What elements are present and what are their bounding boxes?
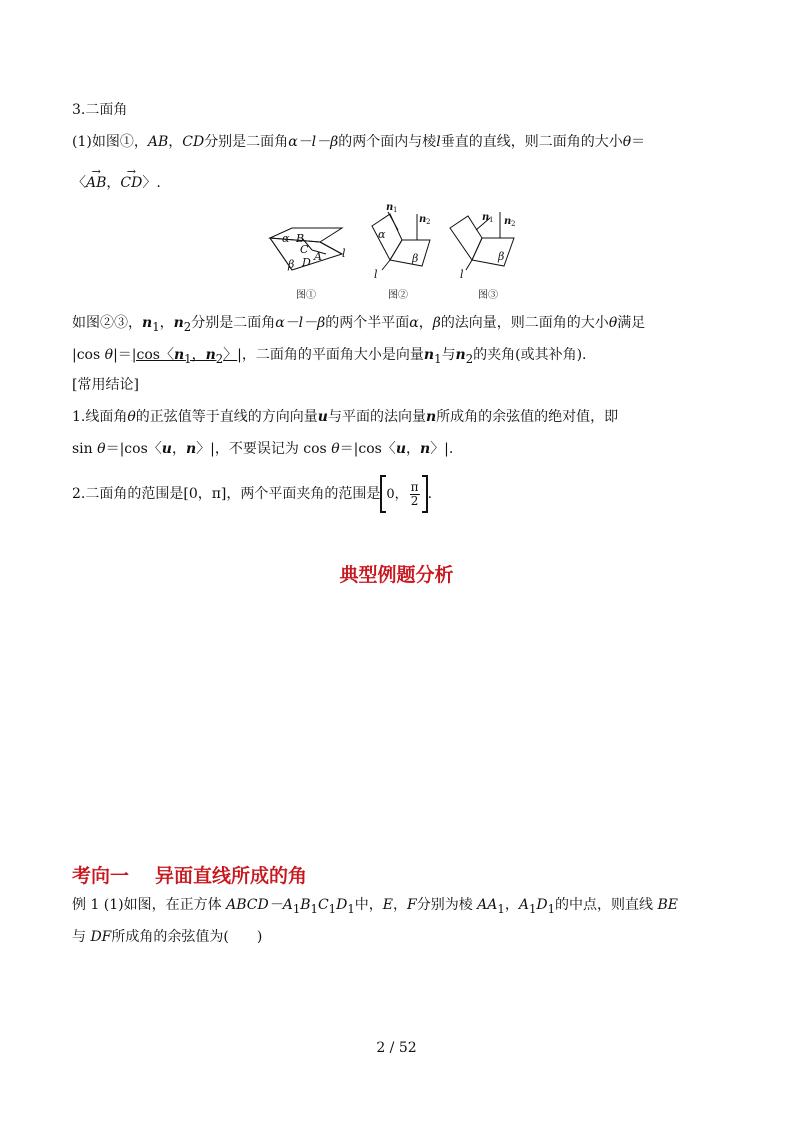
sub: 1 [497, 901, 505, 916]
text: 所成角的余弦值为( ) [111, 929, 263, 945]
sub: 1 [528, 901, 537, 916]
text: 垂直的直线，则二面角的大小 [440, 134, 623, 150]
sub: 2 [183, 319, 192, 334]
text: 〉. [142, 175, 161, 191]
text: |cos〈 [131, 347, 174, 363]
symbol-theta: θ [331, 441, 340, 457]
symbol-n2: n [455, 347, 466, 363]
symbol-theta: θ [127, 409, 136, 425]
text: 与平面的法向量 [327, 409, 426, 425]
figure-svg [262, 198, 542, 308]
text: 1.线面角 [72, 409, 128, 425]
label-n2-sub-fig2: 2 [426, 218, 431, 226]
symbol-n: n [185, 441, 197, 457]
text: ， [106, 175, 121, 191]
symbol-a1: A [518, 897, 529, 913]
symbol-aa1: AA [477, 897, 498, 913]
text: ＝|cos〈 [105, 441, 162, 457]
symbol-n: n [425, 409, 437, 425]
page-number: 2 / 52 [376, 1040, 417, 1056]
text: ， [168, 134, 183, 150]
paragraph-1-line-2 [72, 172, 161, 194]
text: 的两个半平面 [325, 315, 410, 331]
text: ， [392, 897, 407, 913]
text: (1)如图①， [72, 134, 148, 150]
label-n2-sub-fig3: 2 [511, 220, 516, 228]
label-b: B [296, 232, 305, 245]
symbol-l: l [436, 134, 441, 150]
denominator: 2 [410, 493, 419, 508]
label-alpha-2: α [378, 228, 386, 241]
label-n2-fig3: n [504, 216, 512, 227]
heading-right: 异面直线所成的角 [155, 865, 308, 887]
label-l-2: l [374, 268, 378, 281]
sub: 1 [547, 901, 556, 916]
text: |cos [72, 347, 105, 363]
symbol-be: BE [657, 897, 678, 913]
caption-fig1: 图① [296, 290, 316, 301]
label-beta-2: β [412, 252, 419, 265]
text: ， [171, 441, 186, 457]
label-beta: β [288, 258, 295, 271]
dihedral-angle-figures [262, 198, 542, 308]
conclusion-1-line-1 [72, 406, 618, 428]
text: |＝ [113, 347, 132, 363]
paragraph-2-line-1 [72, 312, 645, 338]
symbol: D [336, 897, 348, 913]
heading-left: 考向一 [72, 865, 130, 887]
symbol-n: n [420, 441, 431, 457]
fraction-pi-over-2 [410, 481, 420, 508]
text: 〉|. [430, 441, 454, 457]
symbol-dihedral: α－l－β [275, 315, 326, 331]
section-title-typical-examples: 典型例题分析 [339, 564, 454, 586]
sub: 2 [215, 351, 224, 366]
label-n1-fig2: n [386, 202, 394, 213]
text: |，二面角的平面角大小是向量 [237, 347, 424, 363]
symbol-ab: AB [147, 134, 169, 150]
symbol-n1: n [173, 347, 185, 363]
text: 〈 [72, 175, 86, 191]
text: 的正弦值等于直线的方向向量 [135, 409, 318, 425]
text: 所成角的余弦值的绝对值，即 [436, 409, 619, 425]
text: 与 [72, 929, 91, 945]
symbol-theta: θ [608, 315, 618, 331]
sub: 1 [347, 901, 355, 916]
symbol-f: F [406, 897, 417, 913]
label-n1-sub-fig2: 1 [393, 206, 398, 214]
text: 分别为棱 [416, 897, 478, 913]
symbol-d1: D [536, 897, 548, 913]
sub: 1 [434, 351, 442, 366]
symbol-theta: θ [104, 347, 114, 363]
section-heading-skew-lines [72, 861, 307, 888]
text: 2.二面角的范围是[0，π]，两个平面夹角的范围是 [72, 486, 381, 502]
symbol-df: DF [90, 929, 112, 945]
text: . [427, 486, 433, 502]
text: 的夹角(或其补角). [473, 347, 587, 363]
symbol-u: u [317, 409, 328, 425]
text: 与 [441, 347, 456, 363]
text: 分别是二面角 [204, 134, 289, 150]
label-l-1: l [342, 247, 346, 260]
symbol-theta: θ [97, 441, 106, 457]
symbol: B [300, 897, 311, 913]
label-n1-fig3: n [482, 212, 490, 223]
label-n2-fig2: n [419, 214, 427, 225]
text: 〉 [223, 347, 238, 363]
text: 的两个面内与棱 [338, 134, 437, 150]
symbol-u: u [395, 441, 406, 457]
text: ， [504, 897, 519, 913]
text: 例 1 (1)如图，在正方体 [72, 897, 227, 913]
text: ， [159, 315, 174, 331]
text: ＝|cos〈 [339, 441, 396, 457]
common-conclusions-title: [常用结论] [72, 377, 139, 393]
symbol-n2: n [173, 315, 184, 331]
text: ， [418, 315, 433, 331]
paragraph-1-line-1 [72, 131, 645, 153]
caption-fig3: 图③ [478, 290, 498, 301]
symbol-alpha: α [409, 315, 419, 331]
example-1-line-1 [72, 894, 678, 920]
label-c: C [300, 243, 309, 256]
symbol-n1: n [142, 315, 153, 331]
text: 满足 [617, 315, 646, 331]
text: ， [406, 441, 420, 457]
sub: 1 [328, 901, 337, 916]
text: 0， [386, 487, 408, 502]
conclusion-2-line [72, 474, 432, 515]
label-d: D [302, 256, 311, 269]
example-1-line-2 [72, 926, 262, 948]
sub: 1 [184, 351, 192, 366]
sub: 1 [310, 901, 318, 916]
heading-dihedral-angle: 3.二面角 [72, 102, 128, 118]
label-beta-3: β [498, 250, 505, 263]
text: 分别是二面角 [191, 315, 276, 331]
text: 〉|，不要误记为 cos [196, 441, 332, 457]
vector-cd: → CD [120, 172, 142, 194]
symbol: C [317, 897, 329, 913]
text: 中， [354, 897, 383, 913]
symbol-u: u [161, 441, 172, 457]
symbol-theta: θ [622, 134, 632, 150]
text: ＝ [631, 134, 646, 150]
text: 的法向量，则二面角的大小 [440, 315, 609, 331]
sub: 1 [292, 901, 301, 916]
numerator: π [410, 479, 419, 494]
label-alpha: α [282, 232, 290, 245]
conclusion-1-line-2 [72, 438, 453, 460]
label-l-3: l [460, 268, 464, 281]
vector-ab: → AB [86, 172, 106, 194]
label-a: A [314, 250, 322, 263]
text: sin [72, 441, 98, 457]
symbol-cd: CD [182, 134, 205, 150]
paragraph-2-line-2 [72, 344, 586, 370]
label-n1-sub-fig3: 1 [489, 216, 494, 224]
symbol-n1: n [423, 347, 435, 363]
sub: 2 [465, 351, 474, 366]
caption-fig2: 图② [388, 290, 408, 301]
underlined-cos-n1-n2 [131, 347, 238, 366]
sub: 1 [152, 319, 160, 334]
symbol-beta: β [432, 315, 441, 331]
text: 的中点，则直线 [555, 897, 658, 913]
symbol-cube: ABCD－A [226, 897, 293, 913]
symbol-n2: n [205, 347, 216, 363]
symbol-e: E [382, 897, 393, 913]
text: 如图②③， [72, 315, 142, 331]
symbol-dihedral: α－l－β [288, 134, 339, 150]
text: ， [191, 347, 206, 363]
